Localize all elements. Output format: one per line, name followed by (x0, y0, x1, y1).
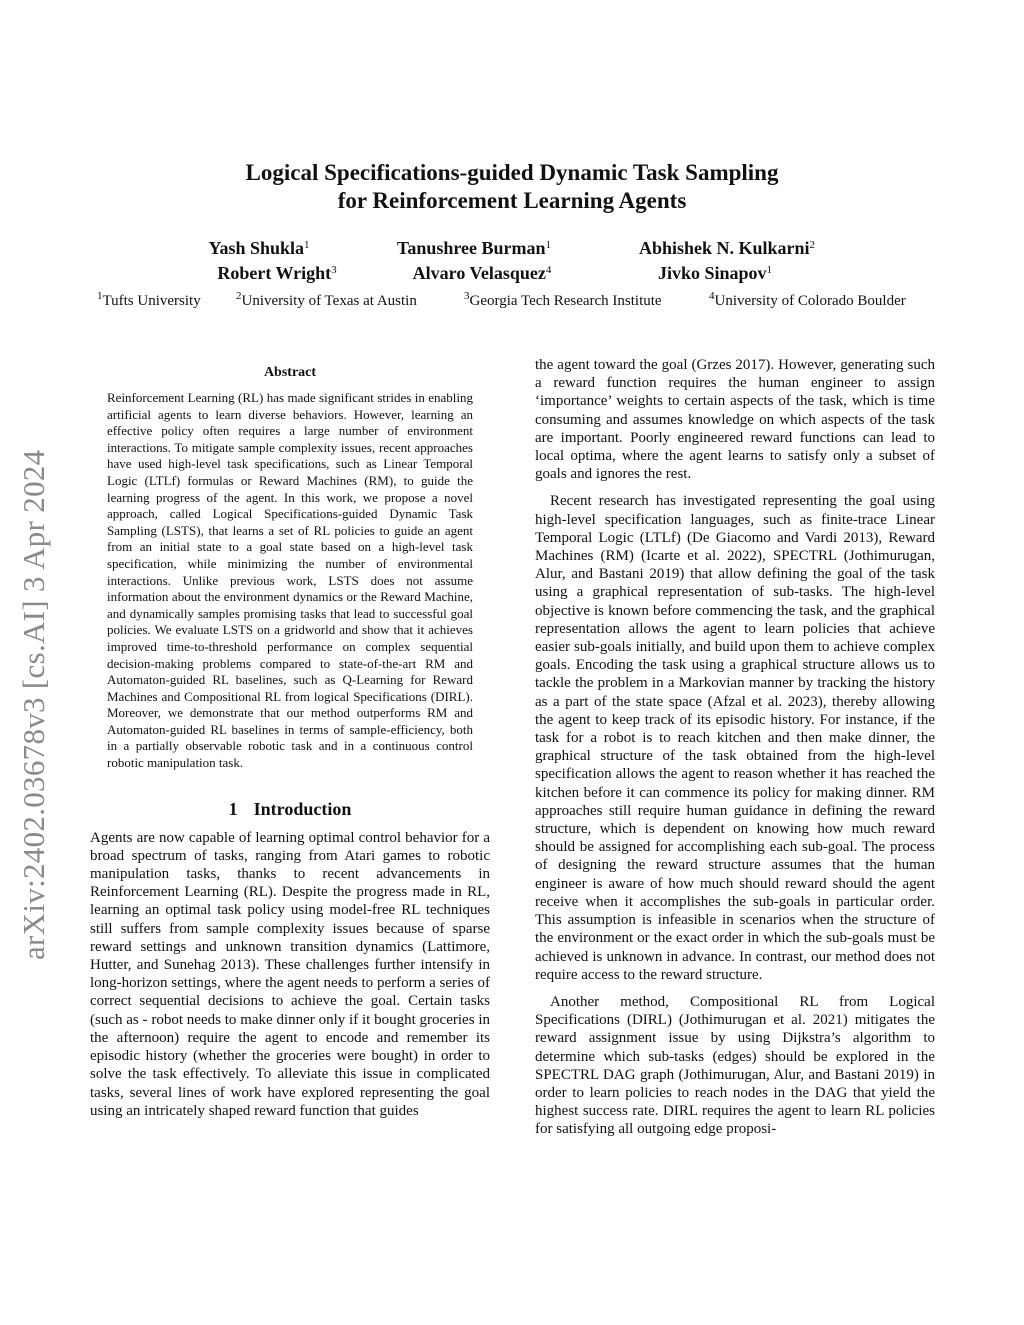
affiliation-ut-austin (236, 291, 417, 311)
section-heading-introduction (90, 798, 490, 820)
intro-paragraph-2: the agent toward the goal (Grzes 2017). However, generating such a reward function requires the human engineer to assign ‘importance’ weights to certain aspects of the task, which is time consuming and assumes knowledge on which aspects of the task are important. Poorly engineered reward functions can lead to local optima, where the agent learns to satisfy only a subset of goals and ignores the rest. (535, 357, 935, 483)
abstract-text: Reinforcement Learning (RL) has made significant strides in enabling artificial agents to learn diverse behaviors. However, learning an effective policy often requires a large number of environment interactions. To mitigate sample complexity issues, recent approaches have used high-level task specifications, such as Linear Temporal Logic (LTLf) formulas or Reward Machines (RM), to guide the learning progress of the agent. In this work, we propose a novel approach, called Logical Specifications-guided Dynamic Task Sampling (LSTS), that learns a set of RL policies to guide an agent from an initial state to a goal state based on a high-level task specification, while minimizing the number of environmental interactions. Unlike previous work, LSTS does not assume information about the environment dynamics or the Reward Machine, and dynamically samples promising tasks that lead to successful goal policies. We evaluate LSTS on a gridworld and show that it achieves improved time-to-threshold performance on complex sequential decision-making problems compared to state-of-the-art RM and Automaton-guided RL baselines, such as Q-Learning for Reward Machines and Compositional RL from logical Specifications (DIRL). Moreover, we demonstrate that our method outperforms RM and Automaton-guided RL baselines in terms of sample-efficiency, both in a partially observable robotic task and in a continuous control robotic manipulation task. (107, 390, 473, 771)
right-column (535, 356, 935, 1139)
paper-title-line-2: for Reinforcement Learning Agents (337, 188, 687, 213)
affiliation-tufts (97, 291, 201, 311)
author-affiliation-marker: 1 (304, 239, 310, 251)
author-affiliation-marker: 2 (809, 239, 816, 251)
affiliation-name: University of Colorado Boulder (714, 293, 906, 309)
author-name: Tanushree Burman (396, 238, 546, 258)
author-name: Yash Shukla (208, 238, 305, 258)
affiliation-name: Tufts University (102, 293, 201, 309)
intro-paragraph-4: Another method, Compositional RL from Logical Specifications (DIRL) (Jothimurugan et al. 2021) mitigates the reward assignment issue by using Dijkstra’s algorithm to determine which sub-tasks (edges) should be explored in the SPECTRL DAG graph (Jothimurugan, Alur, and Bastani 2019) in order to learn policies to reach nodes in the DAG that yield the highest success rate. DIRL requires the agent to learn RL policies for satisfying all outgoing edge proposi- (535, 993, 935, 1138)
author-abhishek-kulkarni (639, 236, 815, 261)
author-name: Robert Wright (217, 263, 332, 283)
arxiv-identifier-stamp: arXiv:2402.03678v3 [cs.AI] 3 Apr 2024 (16, 449, 51, 960)
affiliation-cu-boulder (709, 291, 906, 311)
author-name: Jivko Sinapov (657, 263, 767, 283)
author-alvaro-velasquez (413, 261, 552, 286)
abstract-heading: Abstract (263, 365, 317, 380)
affiliation-number: 1 (97, 290, 103, 302)
author-name: Abhishek N. Kulkarni (638, 238, 810, 258)
intro-paragraph-1: Agents are now capable of learning optimal control behavior for a broad spectrum of tasks, ranging from Atari games to robotic manipulation tasks, thanks to recent advancements in Reinforcement Learning (RL). Despite the progress made in RL, learning an optimal task policy using model-free RL techniques still suffers from sample complexity issues because of sparse reward settings and unknown transition dynamics (Lattimore, Hutter, and Sunehag 2013). These challenges further intensify in long-horizon settings, where the agent needs to perform a series of correct sequential decisions to achieve the goal. Certain tasks (such as - robot needs to make dinner only if it bought groceries in the afternoon) require the agent to encode and remember its episodic history (whether the groceries were bought) in order to solve the task effectively. To alleviate this issue in complicated tasks, several lines of work have explored representing the goal using an intricately shaped reward function that guides (90, 829, 490, 1119)
paper-title (0, 159, 1024, 215)
affiliation-number: 2 (236, 290, 242, 302)
affiliation-name: Georgia Tech Research Institute (469, 293, 662, 309)
affiliation-gtri (464, 291, 662, 311)
section-number: 1 (228, 798, 238, 819)
affiliation-number: 3 (464, 290, 470, 302)
section-title: Introduction (253, 798, 352, 819)
author-robert-wright (217, 261, 336, 286)
author-affiliation-marker: 3 (331, 264, 337, 276)
intro-paragraph-3: Recent research has investigated representing the goal using high-level specification languages, such as finite-trace Linear Temporal Logic (LTLf) (De Giacomo and Vardi 2013), Reward Machines (RM) (Icarte et al. 2022), SPECTRL (Jothimurugan, Alur, and Bastani 2019) that allow defining the goal of the task using a graphical representation of sub-tasks. The high-level objective is known before commencing the task, and the graphical representation allows the agent to learn policies that achieve easier sub-goals initially, and build upon them to achieve complex goals. Encoding the task using a graphical structure allows us to tackle the problem in a Markovian manner by tracking the history as a part of the state space (Afzal et al. 2023), thereby allowing the agent to keep track of its episodic history. For instance, if the task for a robot is to reach kitchen and then make dinner, the graphical structure of the task obtained from the high-level specification allows the agent to reason whether it has reached the kitchen before it can commence its policy for making dinner. RM approaches still require human guidance in defining the reward structure, which is dependent on knowing how much reward should be assigned for accomplishing each sub-goal. The process of designing the reward structure assumes that the human engineer is aware of how much should reward should the agent receive when it accomplishes the sub-goals in particular order. This assumption is infeasible in scenarios when the structure of the environment or the exact order in which the sub-goals must be achieved is unknown in advance. In contrast, our method does not require access to the reward structure. (535, 493, 935, 983)
author-affiliation-marker: 4 (545, 264, 552, 276)
left-column (90, 364, 490, 1120)
author-tanushree-burman (397, 236, 551, 261)
author-affiliation-marker: 1 (766, 264, 773, 276)
author-name: Alvaro Velasquez (412, 263, 546, 283)
author-yash-shukla (208, 236, 309, 261)
author-jivko-sinapov (658, 261, 772, 286)
author-affiliation-marker: 1 (545, 239, 552, 251)
affiliation-number: 4 (709, 290, 715, 302)
paper-title-line-1: Logical Specifications-guided Dynamic Task Sampling (245, 160, 779, 185)
affiliation-name: University of Texas at Austin (241, 293, 417, 309)
